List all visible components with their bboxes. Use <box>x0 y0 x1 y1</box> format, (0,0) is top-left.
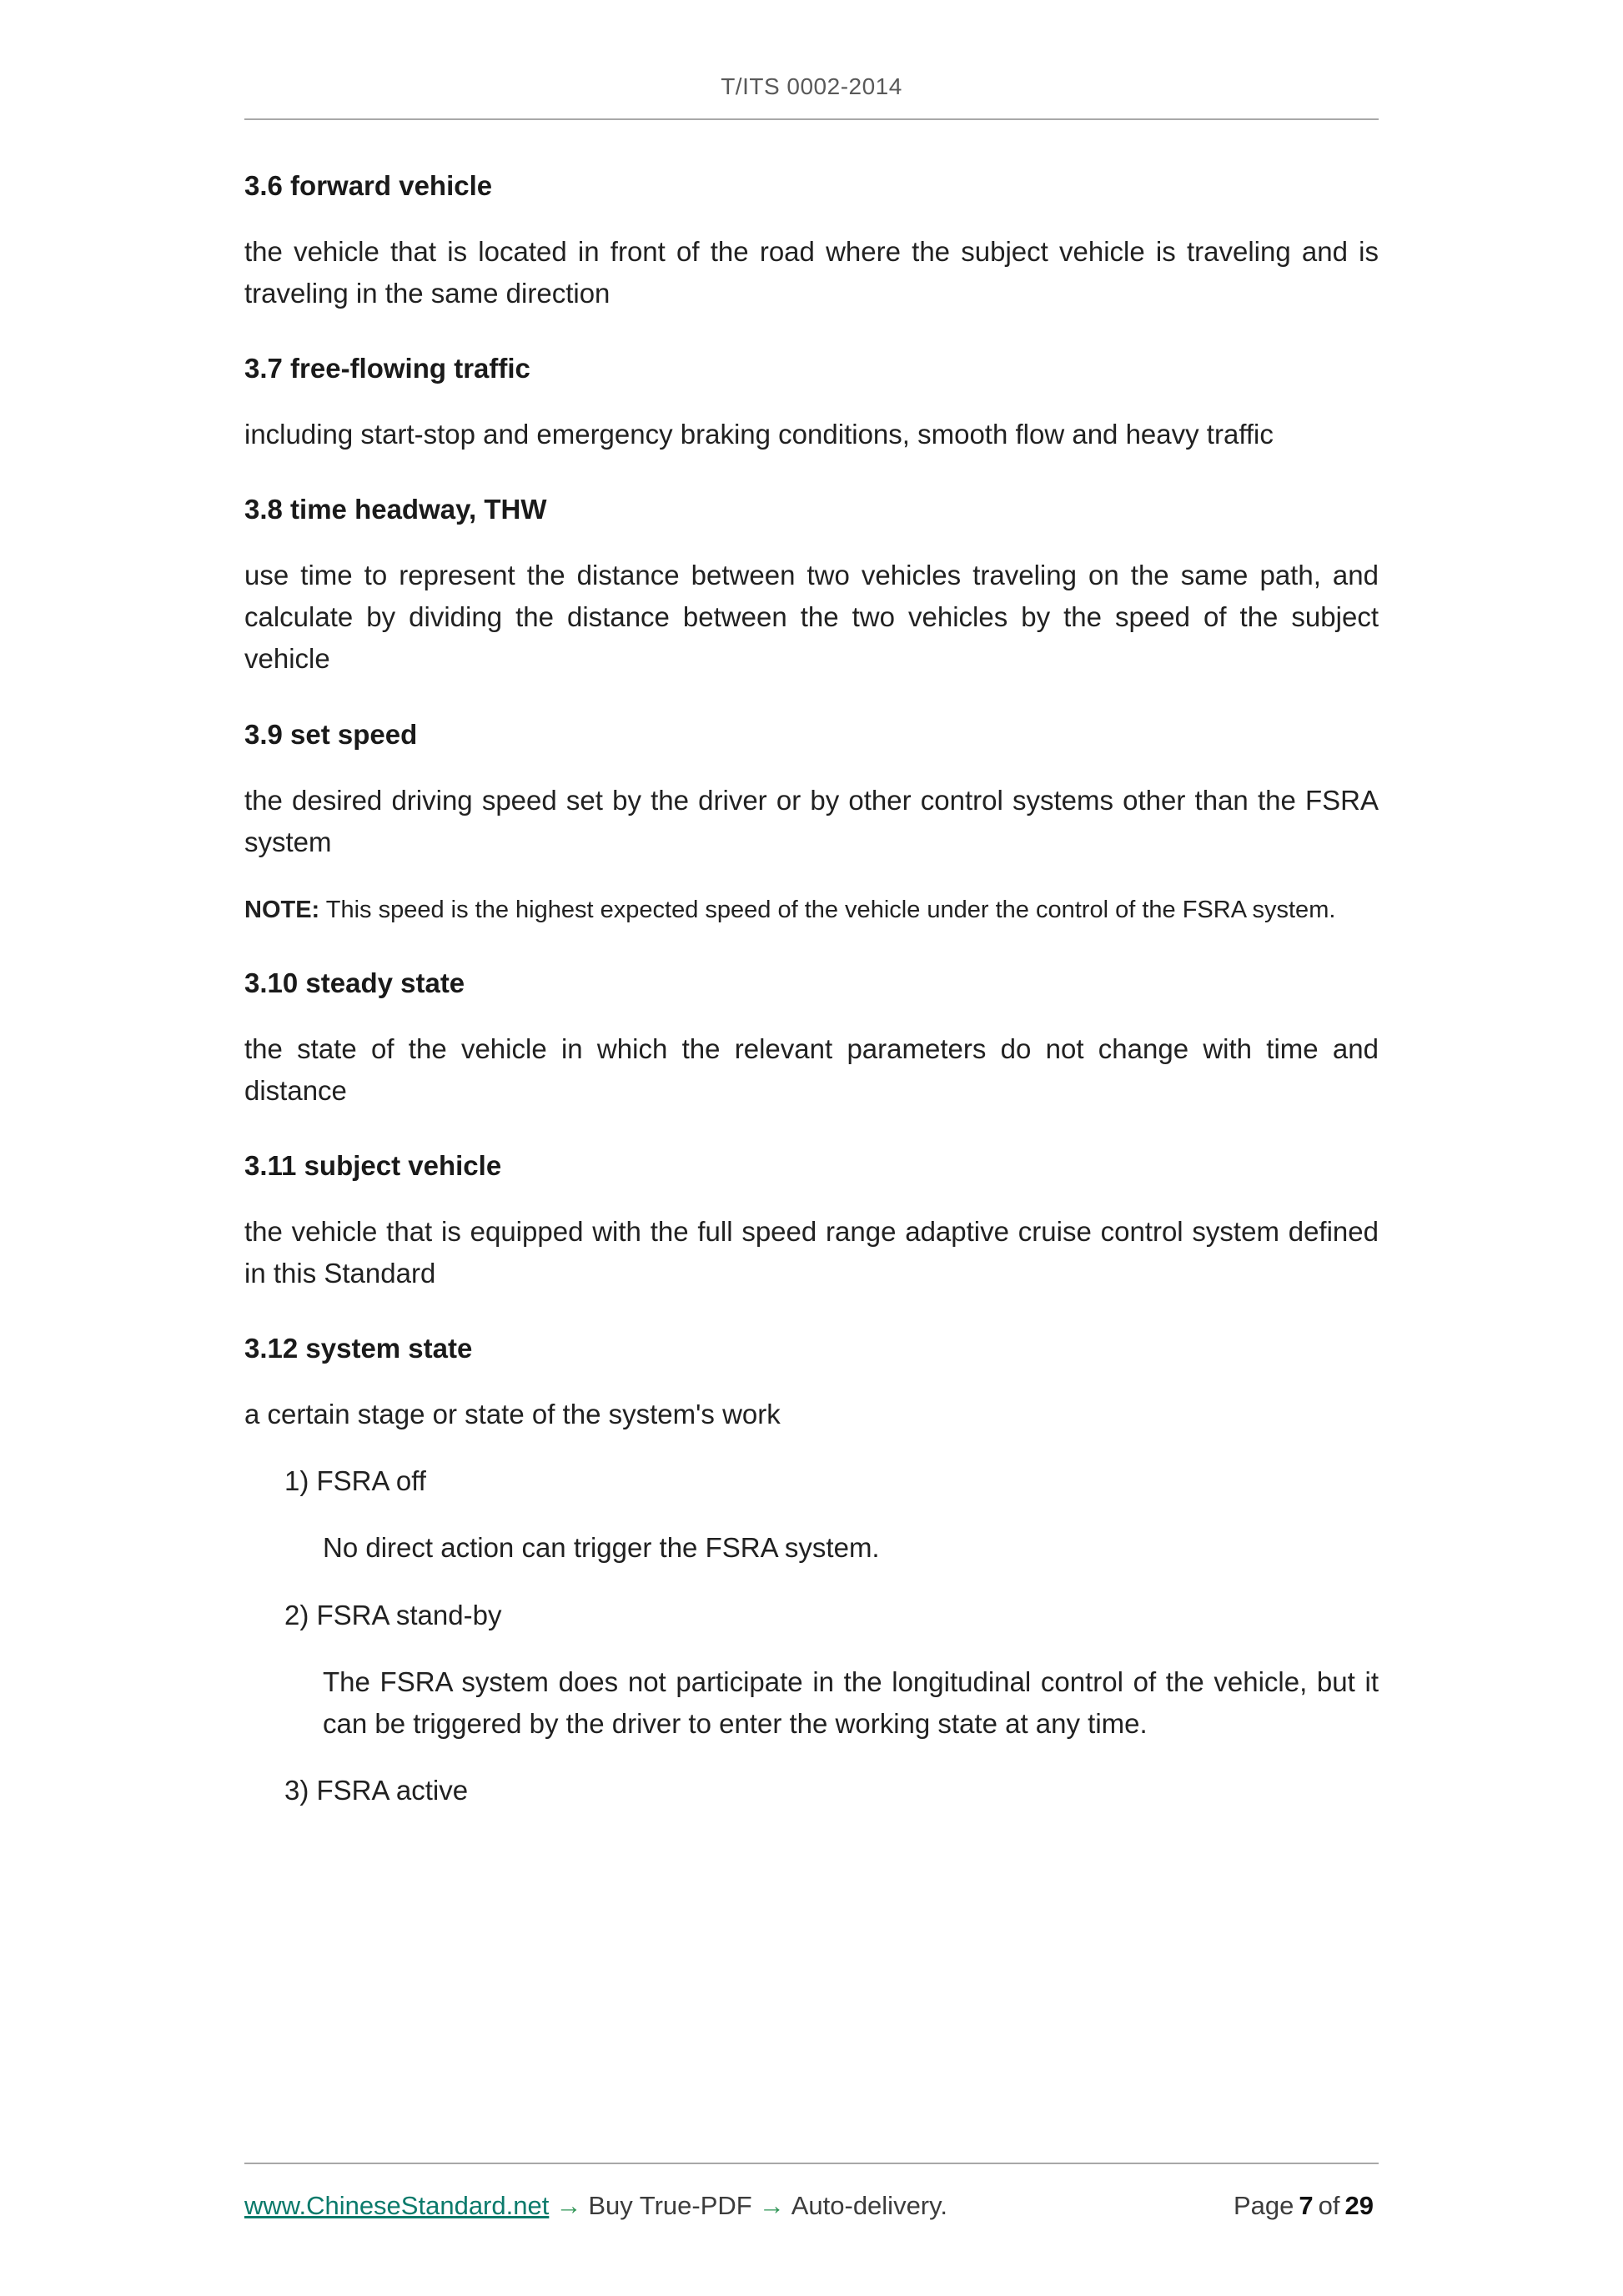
definition-paragraph: a certain stage or state of the system's work <box>244 1399 781 1430</box>
arrow-icon: → <box>555 2191 582 2220</box>
list-item-fsra-standby: 2) FSRA stand-by <box>284 1599 502 1630</box>
page-indicator <box>1234 2191 1379 2221</box>
document-body <box>244 120 1379 1811</box>
definition-paragraph: the state of the vehicle in which the relevant parameters do not change with time and distance <box>244 1032 1379 1106</box>
total-page-number: 29 <box>1344 2191 1374 2220</box>
section-heading-3-7: 3.7 free-flowing traffic <box>244 353 530 384</box>
document-number: T/ITS 0002-2014 <box>721 73 902 99</box>
definition-paragraph: use time to represent the distance between two vehicles traveling on the same path, and calculate by dividing the distance between the two vehicles by the speed of the subject vehicle <box>244 560 1379 675</box>
page-header <box>244 0 1379 120</box>
note-text: This speed is the highest expected speed of the vehicle under the control of the FSRA system. <box>325 896 1336 923</box>
page-footer <box>244 2163 1379 2221</box>
list-item-description: No direct action can trigger the FSRA system. <box>323 1532 880 1564</box>
website-link[interactable]: www.ChineseStandard.net <box>244 2191 550 2220</box>
definition-paragraph: the vehicle that is located in front of the road where the subject vehicle is traveling and is traveling in the same direction <box>244 235 1379 309</box>
list-item-description: The FSRA system does not participate in the longitudinal control of the vehicle, but it can be triggered by the driver to enter the working state at any time. <box>323 1665 1379 1739</box>
footer-info <box>244 2191 947 2221</box>
definition-paragraph: the desired driving speed set by the driver or by other control systems other than the FSRA system <box>244 784 1379 857</box>
page-label: Page <box>1234 2191 1294 2220</box>
section-heading-3-6: 3.6 forward vehicle <box>244 170 493 201</box>
of-label: of <box>1318 2191 1340 2220</box>
note-label: NOTE: <box>244 896 320 923</box>
definition-paragraph: the vehicle that is equipped with the full speed range adaptive cruise control system defined in this Standard <box>244 1215 1379 1289</box>
note-paragraph <box>244 892 1379 929</box>
section-heading-3-11: 3.11 subject vehicle <box>244 1149 502 1181</box>
section-heading-3-12: 3.12 system state <box>244 1333 473 1364</box>
section-heading-3-8: 3.8 time headway, THW <box>244 494 547 525</box>
section-heading-3-10: 3.10 steady state <box>244 967 465 998</box>
list-item-fsra-off: 1) FSRA off <box>284 1465 426 1497</box>
footer-action-buy: Buy True-PDF <box>588 2191 752 2220</box>
current-page-number: 7 <box>1299 2191 1314 2220</box>
arrow-icon: → <box>758 2191 785 2220</box>
section-heading-3-9: 3.9 set speed <box>244 718 418 750</box>
definition-paragraph: including start-stop and emergency braking conditions, smooth flow and heavy traffic <box>244 419 1274 450</box>
list-item-fsra-active: 3) FSRA active <box>284 1774 469 1806</box>
footer-action-delivery: Auto-delivery. <box>791 2191 947 2220</box>
